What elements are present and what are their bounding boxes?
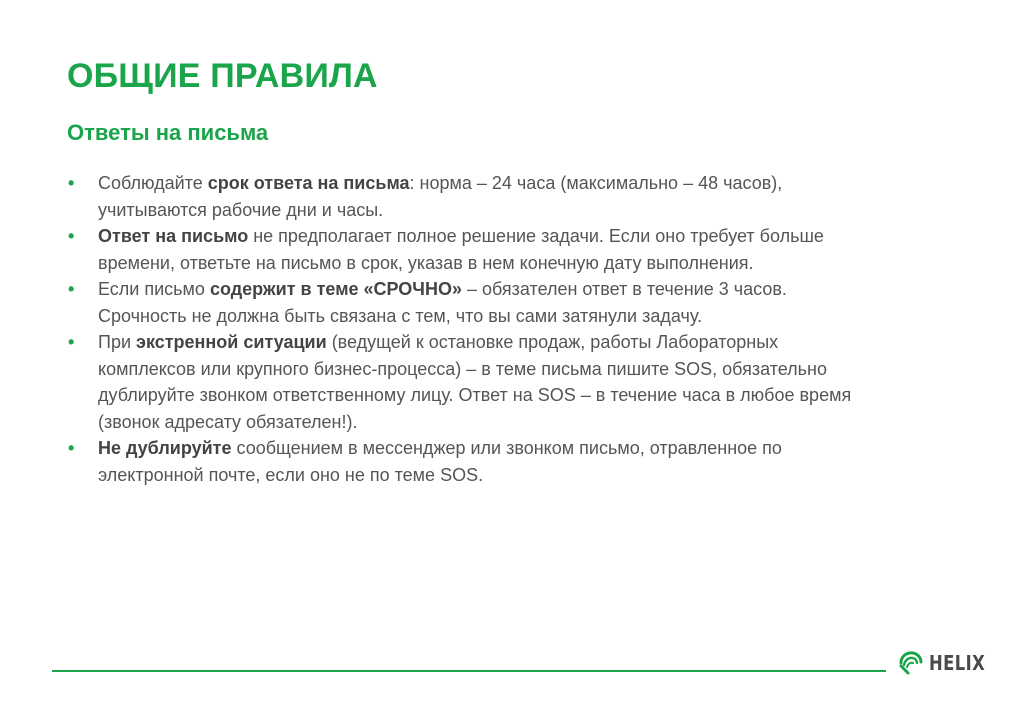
bullet-text: не предполагает полное решение задачи. Если оно требует больше времени, ответьте на письмо в срок, указав в нем конечную дату выполнения. — [98, 226, 824, 273]
bullet-text: : норма – 24 часа (максимально – 48 часов), учитываются рабочие дни и часы. — [98, 173, 783, 220]
bullet-item — [67, 276, 867, 329]
bullet-bold-text: Не дублируйте — [98, 438, 232, 458]
bullet-bold-text: экстренной ситуации — [136, 332, 327, 352]
bullet-marker: • — [68, 332, 75, 352]
bullet-bold-text: Ответ на письмо — [98, 226, 249, 246]
helix-logo-icon — [898, 650, 924, 676]
bullet-marker: • — [68, 438, 75, 458]
page-title: ОБЩИЕ ПРАВИЛА — [67, 57, 378, 95]
bullet-marker: • — [68, 279, 75, 299]
bullet-bold-text: содержит в теме «СРОЧНО» — [209, 279, 462, 299]
helix-logo-text: HELIX — [929, 651, 986, 675]
bullet-list — [67, 170, 867, 488]
bullet-marker: • — [68, 173, 75, 193]
bullet-text: При — [98, 332, 137, 352]
helix-logo — [898, 648, 998, 678]
bullet-item — [67, 223, 867, 276]
bullet-text: Соблюдайте — [98, 173, 208, 193]
footer-divider — [52, 670, 886, 672]
bullet-text: сообщением в мессенджер или звонком письмо, отравленное по электронной почте, если оно не по теме SOS. — [98, 438, 782, 485]
bullet-marker: • — [68, 226, 75, 246]
section-subtitle: Ответы на письма — [67, 120, 269, 145]
bullet-bold-text: срок ответа на письма — [207, 173, 410, 193]
bullet-text: Если письмо — [98, 279, 210, 299]
bullet-text: (ведущей к остановке продаж, работы Лабораторных комплексов или крупного бизнес-процесса) – в теме письма пишите SOS, обязательно дублируйте звонком ответственному лицу. Ответ на SOS – в течение часа в любое время (звонок адресату обязателен!). — [98, 332, 852, 432]
bullet-text: – обязателен ответ в течение 3 часов. Срочность не должна быть связана с тем, что вы сами затянули задачу. — [98, 279, 787, 326]
bullet-item — [67, 329, 867, 435]
bullet-item — [67, 435, 867, 488]
bullet-item — [67, 170, 867, 223]
